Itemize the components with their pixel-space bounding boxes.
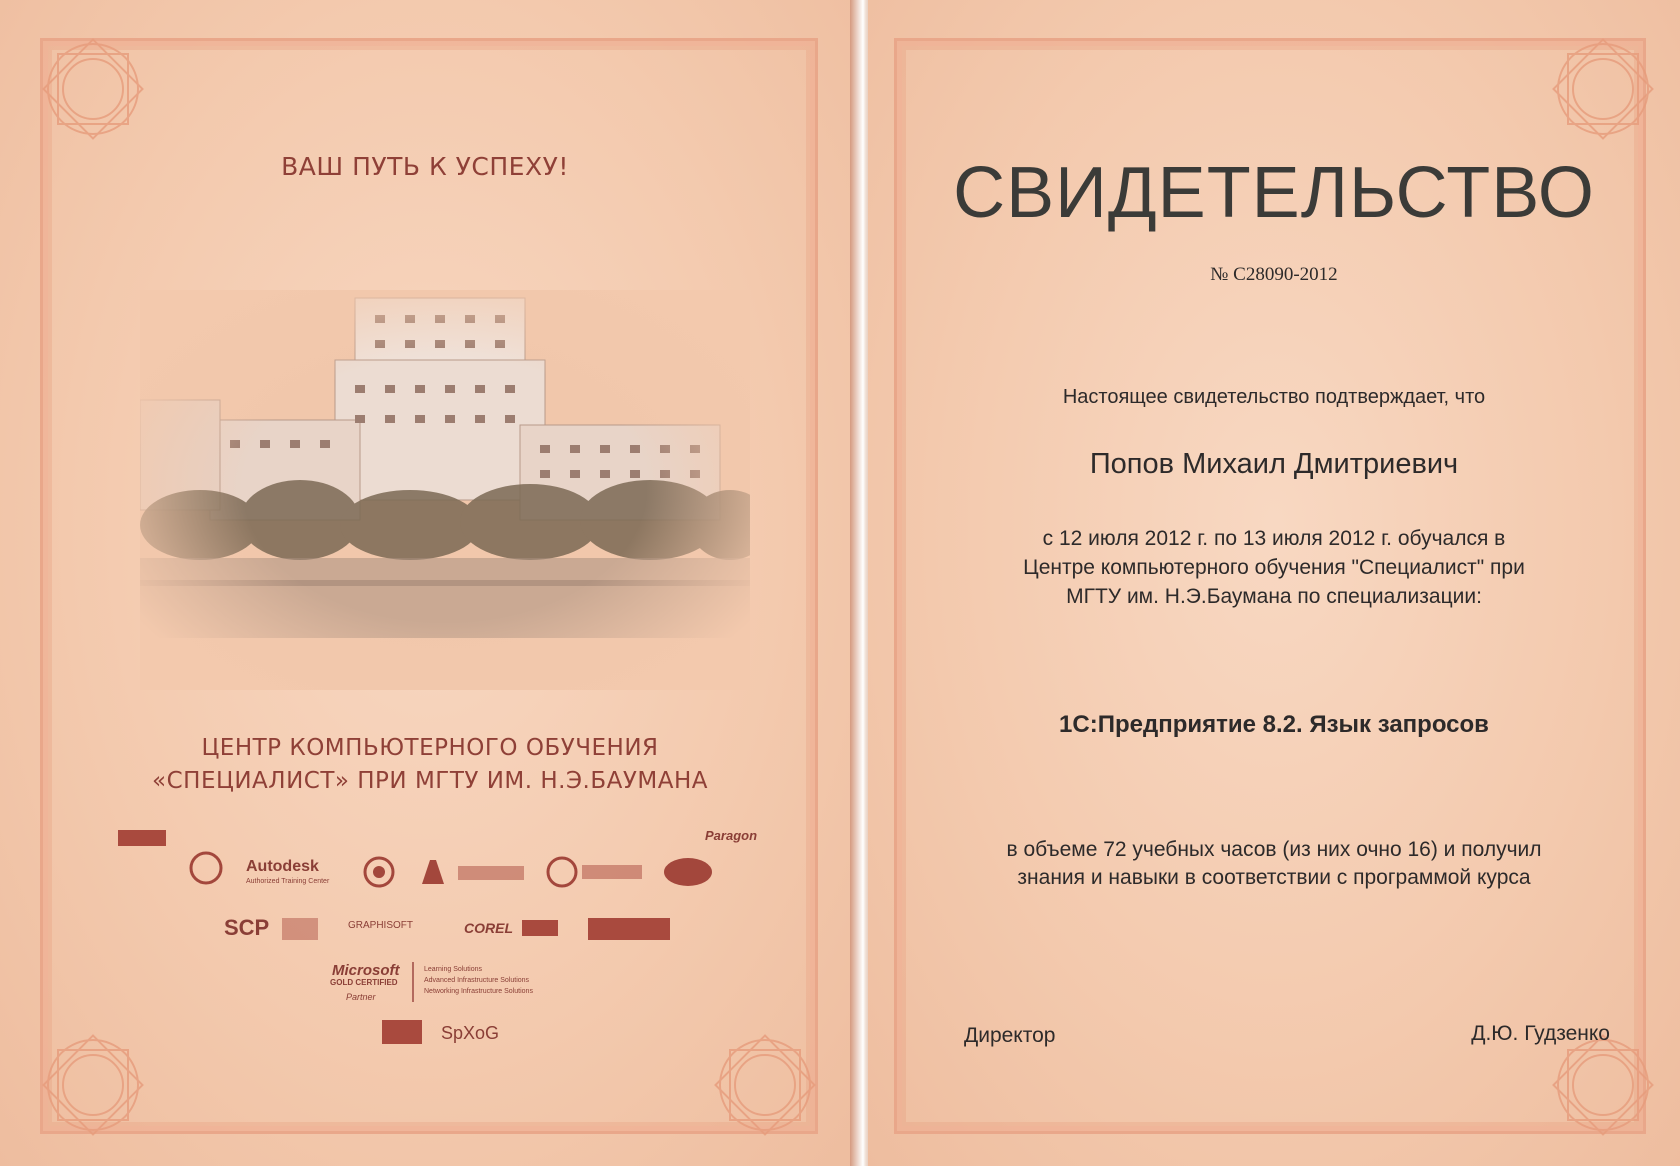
- study-period-line1: с 12 июля 2012 г. по 13 июля 2012 г. обучался в: [1042, 527, 1506, 550]
- partner-logo-scp-text: [282, 918, 318, 940]
- right-page: [868, 0, 1680, 1166]
- intro-text: Настоящее свидетельство подтверждает, что: [1062, 386, 1486, 408]
- microsoft-competency-1: Learning Solutions: [424, 966, 482, 973]
- logo-divider: [412, 962, 414, 1002]
- study-period-line3: МГТУ им. Н.Э.Баумана по специализации:: [1066, 585, 1482, 608]
- building-photo: [140, 290, 750, 690]
- graphisoft-logo: GRAPHISOFT: [348, 920, 414, 931]
- sprog-logo: SpXoG: [441, 1023, 500, 1043]
- corner-ornament-icon: [18, 14, 168, 164]
- volume-line1: в объеме 72 учебных часов (из них очно 16) и получил: [1006, 838, 1542, 861]
- autodesk-subtitle: Authorized Training Center: [246, 878, 330, 885]
- director-name: Д.Ю. Гудзенко: [1471, 1022, 1610, 1045]
- partner-emblem-icon: [662, 856, 714, 888]
- microsoft-competency-3: Networking Infrastructure Solutions: [424, 988, 533, 995]
- corner-ornament-icon: [1528, 14, 1678, 164]
- volume-line2: знания и навыки в соответствии с программой курса: [1017, 866, 1531, 889]
- autodesk-logo: Autodesk: [246, 858, 319, 875]
- study-period-line2: Центре компьютерного обучения "Специалист" при: [1023, 556, 1525, 579]
- certificate-title: СВИДЕТЕЛЬСТВО: [953, 153, 1595, 233]
- microsoft-partner: Partner: [346, 992, 376, 1002]
- partner-emblem-icon: [188, 850, 224, 886]
- partner-logo-expression: [118, 830, 166, 846]
- slogan: ВАШ ПУТЬ К УСПЕХУ!: [281, 152, 569, 181]
- microsoft-gold-certified: GOLD CERTIFIED: [330, 978, 398, 987]
- corner-ornament-icon: [18, 1010, 168, 1160]
- partner-emblem-icon: [362, 855, 396, 889]
- partner-emblem-icon: [545, 855, 579, 889]
- paragon-logo: Paragon: [705, 828, 758, 843]
- corner-ornament-icon: [690, 1010, 840, 1160]
- course-name: 1С:Предприятие 8.2. Язык запросов: [1059, 711, 1489, 738]
- microsoft-competency-2: Advanced Infrastructure Solutions: [424, 977, 530, 984]
- partner-logo-red-badge: [588, 918, 670, 940]
- partner-logo-pearson: [382, 1020, 422, 1044]
- microsoft-logo: Microsoft: [332, 962, 400, 979]
- partner-logo-ecdl: [582, 865, 642, 879]
- scp-logo: SCP: [224, 915, 270, 940]
- director-label: Директор: [964, 1024, 1056, 1047]
- partner-logo-netwoking: [458, 866, 524, 880]
- center-name-line1: ЦЕНТР КОМПЬЮТЕРНОГО ОБУЧЕНИЯ: [201, 735, 659, 761]
- partner-logo-corel-badge: [522, 920, 558, 936]
- recipient-name: Попов Михаил Дмитриевич: [1089, 448, 1459, 480]
- corel-logo: COREL: [464, 920, 513, 936]
- center-name-line2: «СПЕЦИАЛИСТ» ПРИ МГТУ ИМ. Н.Э.БАУМАНА: [152, 768, 708, 794]
- adobe-logo-icon: [420, 858, 446, 886]
- certificate-number: № С28090-2012: [1210, 264, 1338, 285]
